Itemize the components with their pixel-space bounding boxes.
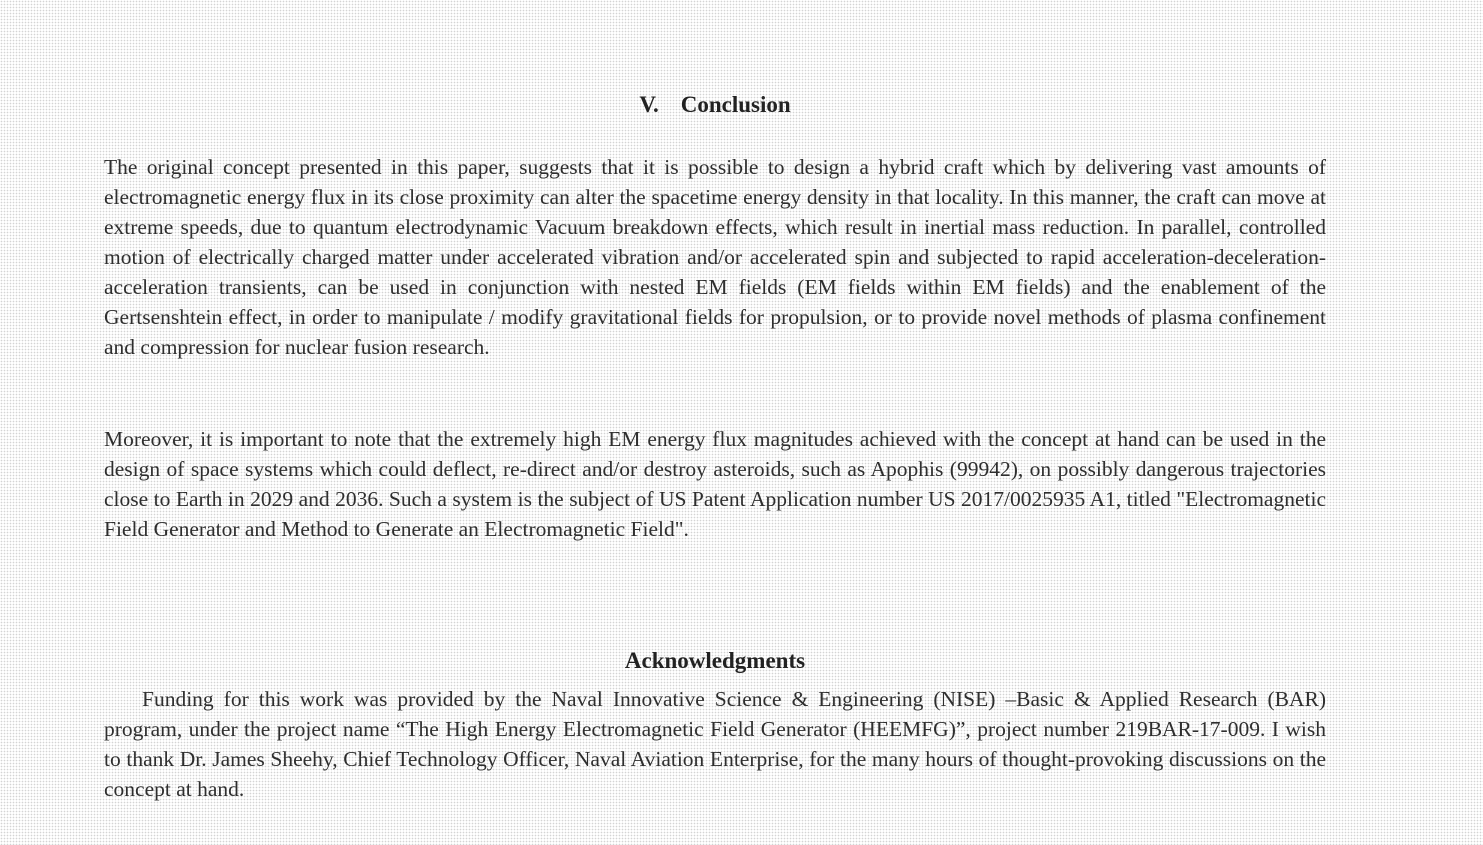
conclusion-paragraph-2: Moreover, it is important to note that the extremely high EM energy flux magnitudes achieved with the concept at hand can be used in the design of space systems which could deflect, re-direct and/or destroy asteroids, such as Apophis (99942), on possibly dangerous trajectories close to Earth in 2029 and 2036. Such a system is the subject of US Patent Application number US 2017/0025935 A1, titled "Electromagnetic Field Generator and Method to Generate an Electromagnetic Field".	[104, 427, 1326, 541]
acknowledgments-heading: Acknowledgments	[624, 648, 806, 673]
conclusion-paragraph-1: The original concept presented in this paper, suggests that it is possible to design a hybrid craft which by delivering vast amounts of electromagnetic energy flux in its close proximity can alter the spacetime energy density in that locality. In this manner, the craft can move at extreme speeds, due to quantum electrodynamic Vacuum breakdown effects, which result in inertial mass reduction. In parallel, controlled motion of electrically charged matter under accelerated vibration and/or accelerated spin and subjected to rapid acceleration-deceleration-acceleration transients, can be used in conjunction with nested EM fields (EM fields within EM fields) and the enablement of the Gertsenshtein effect, in order to manipulate / modify gravitational fields for propulsion, or to provide novel methods of plasma confinement and compression for nuclear fusion research.	[104, 155, 1326, 359]
section-title: Conclusion	[680, 92, 791, 117]
acknowledgments-paragraph: Funding for this work was provided by the Naval Innovative Science & Engineering (NISE) –Basic & Applied Research (BAR) program, under the project name “The High Energy Electromagnetic Field Generator (HEEMFG)”, project number 219BAR-17-009. I wish to thank Dr. James Sheehy, Chief Technology Officer, Naval Aviation Enterprise, for the many hours of thought-provoking discussions on the concept at hand.	[104, 687, 1326, 801]
section-number: V.	[639, 92, 659, 117]
section-heading-conclusion	[104, 90, 1326, 120]
